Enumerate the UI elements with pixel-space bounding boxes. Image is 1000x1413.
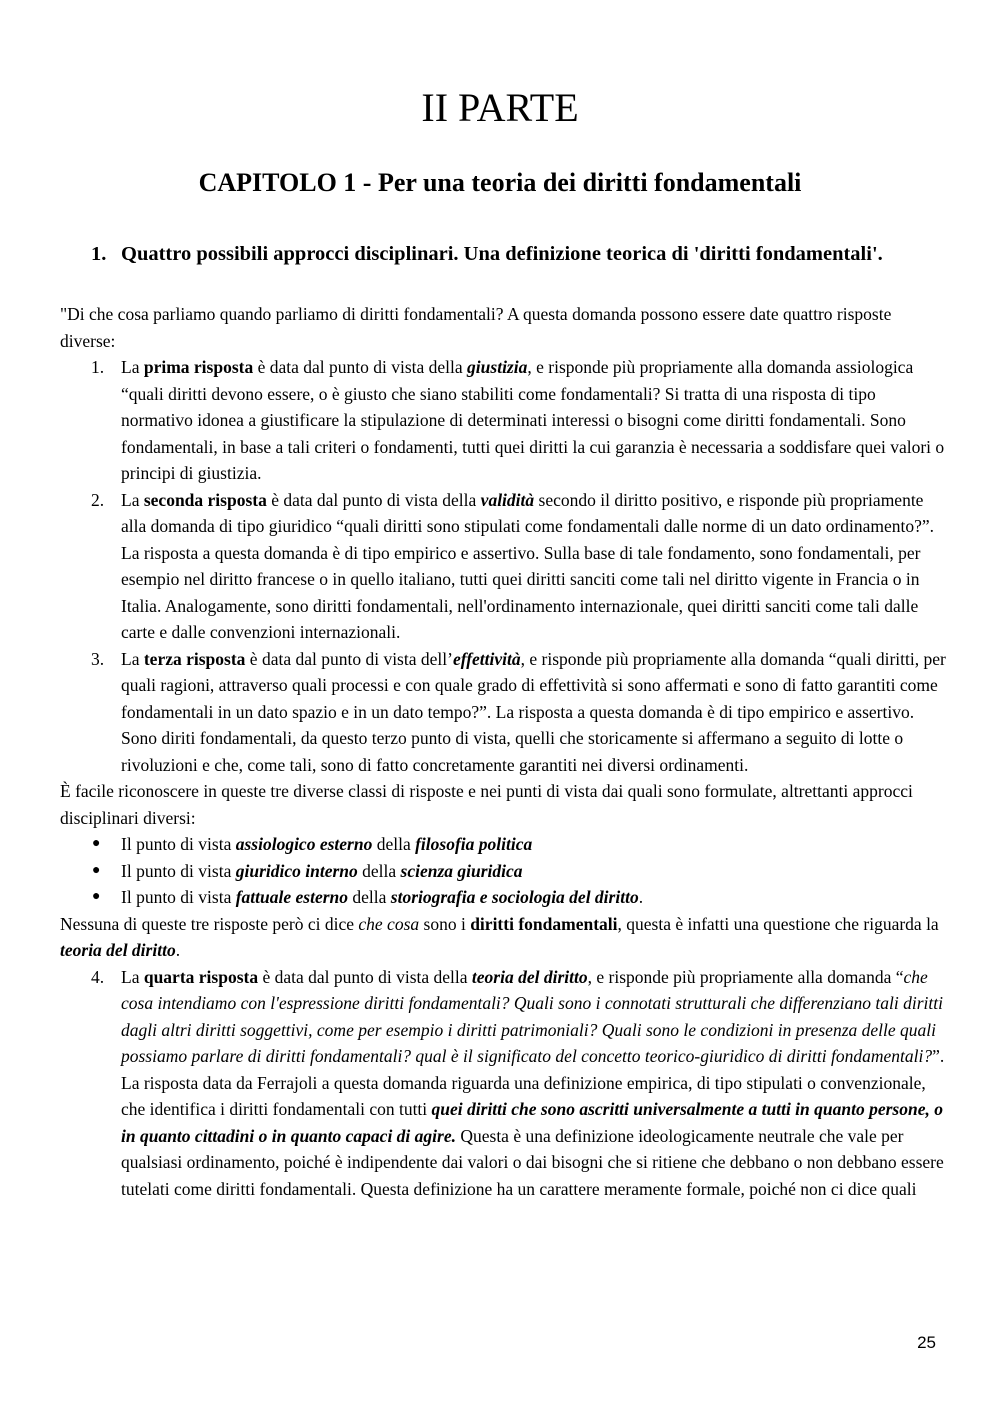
text-run: La	[121, 648, 144, 669]
text-run: Questa è una definizione ideologicamente neutrale che vale per qualsiasi ordinamento, poiché è indipendente dai valori o dai bisogni che si ritiene che debbano o non debbano essere tutelati come diritti fondamentali. Questa definizione ha un carattere meramente formale, poiché non ci dice quali	[121, 1125, 944, 1199]
bold-italic-term: filosofia politica	[415, 834, 533, 854]
fourth-answer-list	[60, 964, 946, 1203]
bold-italic-term: assiologico esterno	[235, 834, 373, 854]
bullet-marker: ●	[92, 836, 101, 851]
bold-italic-term: giuridico interno	[235, 860, 358, 881]
bold-italic-term: storiografia e sociologia del diritto	[390, 887, 639, 907]
text-run: , e risponde più propriamente alla domanda “	[587, 966, 904, 987]
list-marker: 1.	[91, 357, 105, 377]
section-title: Quattro possibili approcci disciplinari. Una definizione teorica di 'diritti fondamentali'.	[121, 243, 883, 265]
text-run: , e risponde più propriamente alla domanda “quali diritti, per quali ragioni, attraverso quali processi e con quale grado di effettività si sono affermati e sono di fatto garantiti come fondamentali in un dato spazio e in un dato tempo?”. La risposta a questa domanda è di tipo empirico e assertivo. Sono diriti fondamentali, da questo terzo punto di vista, quelli che storicamente si affermano a seguito di lotte o rivoluzioni e che, come tali, sono di fatto concretamente garantiti nei diversi ordinamenti.	[121, 648, 946, 775]
text-run: Il punto di vista	[121, 860, 236, 881]
bold-term: terza risposta	[143, 648, 246, 669]
list-item	[60, 354, 946, 487]
bold-italic-term: teoria del diritto	[471, 966, 588, 987]
text-run: .	[638, 887, 644, 907]
list-item	[60, 964, 946, 1203]
bold-italic-definition: quei diritti che sono ascritti universalmente a tutti in quanto persone, o in quanto cittadini o in quanto capaci di agire.	[121, 1099, 943, 1146]
bold-italic-term: fattuale esterno	[235, 887, 349, 907]
bold-italic-term: effettività	[452, 648, 521, 669]
bullet-list	[60, 831, 946, 911]
bold-term: prima risposta	[143, 357, 254, 377]
text-run: della	[357, 860, 401, 881]
bullet-item	[60, 858, 946, 885]
bold-italic-term: validità	[480, 489, 535, 510]
text-run: è data dal punto di vista della	[266, 489, 481, 510]
intro-paragraph: "Di che cosa parliamo quando parliamo di diritti fondamentali? A questa domanda possono essere date quattro risposte diverse:	[60, 304, 892, 351]
text-run: La	[121, 357, 144, 377]
list-item	[60, 487, 946, 646]
text-run: ”. La risposta data da Ferrajoli a questa domanda riguarda una definizione empirica, di tipo stipulati o convenzionale, che identifica i diritti fondamentali con tutti	[121, 1046, 945, 1119]
part-title: II PARTE	[421, 85, 579, 130]
section-number: 1.	[91, 243, 107, 265]
text-run: La	[121, 966, 144, 987]
chapter-title: CAPITOLO 1 - Per una teoria dei diritti fondamentali	[198, 168, 802, 197]
bullet-marker: ●	[92, 862, 101, 878]
page-number: 25	[917, 1333, 936, 1352]
text-run: .	[175, 940, 181, 960]
bold-term: quarta risposta	[143, 966, 259, 987]
bold-italic-term: giustizia	[467, 357, 528, 377]
text-run: Il punto di vista	[121, 834, 236, 854]
list-marker: 4.	[91, 966, 105, 987]
bold-term: diritti fondamentali	[470, 913, 618, 934]
text-run: , questa è infatti una questione che riguarda la	[617, 913, 939, 934]
bullet-item	[60, 884, 946, 911]
text-run: La	[121, 489, 144, 510]
middle-paragraph: È facile riconoscere in queste tre diverse classi di risposte e nei punti di vista dai quali sono formulate, altrettanti approcci disciplinari diversi:	[60, 781, 913, 828]
italic-term: che cosa	[358, 913, 420, 934]
bullet-marker: ●	[92, 889, 101, 904]
body-text	[60, 301, 946, 1202]
bold-term: seconda risposta	[143, 489, 267, 510]
bold-italic-term: scienza giuridica	[400, 860, 523, 881]
text-run: Nessuna di queste tre risposte però ci dice	[60, 913, 359, 934]
section-heading	[91, 240, 891, 268]
closing-paragraph	[60, 911, 946, 964]
text-run: è data dal punto di vista dell’	[245, 648, 453, 669]
answers-list	[60, 354, 946, 778]
list-item	[60, 646, 946, 779]
text-run: , e risponde più propriamente alla domanda assiologica “quali diritti devono essere, o è giusto che siano stabiliti come fondamentali? Si tratta di una risposta di tipo normativo idonea a giustificare la stipulazione di determinati interessi o bisogni come diritti fondamentali. Sono fondamentali, in base a tali criteri o fondamenti, tutti quei diritti la cui garanzia è necessaria a soddisfare quei valori o principi di giustizia.	[121, 357, 945, 483]
text-run: secondo il diritto positivo, e risponde più propriamente alla domanda di tipo giuridico “quali diritti sono stipulati come fondamentali dalle norme di un dato ordinamento?”. La risposta a questa domanda è di tipo empirico e assertivo. Sulla base di tale fondamento, sono fondamentali, per esempio nel diritto francese o in quello italiano, tutti quei diritti sanciti come tali nel diritto vigente in Francia o in Italia. Analogamente, sono diritti fondamentali, nell'ordinamento internazionale, quei diritti sanciti come tali dalle carte e dalle convenzioni internazionali.	[121, 489, 935, 642]
text-run: della	[372, 834, 416, 854]
italic-question: che cosa intendiamo con l'espressione diritti fondamentali? Quali sono i connotati strutturali che differenziano tali diritti dagli altri diritti soggettivi, come per esempio i diritti patrimoniali? Quali sono le condizioni in presenza delle quali possiamo parlare di diritti fondamentali? qual è il significato del concetto teorico-giuridico di diritti fondamentali?	[121, 966, 943, 1066]
text-run: della	[348, 887, 391, 907]
text-run: è data dal punto di vista della	[258, 966, 472, 987]
bold-italic-term: teoria del diritto	[60, 940, 176, 960]
text-run: è data dal punto di vista della	[253, 357, 468, 377]
bullet-item	[60, 831, 946, 858]
list-marker: 3.	[91, 648, 105, 669]
list-marker: 2.	[91, 489, 105, 510]
text-run: Il punto di vista	[121, 887, 236, 907]
text-run: sono i	[419, 913, 471, 934]
